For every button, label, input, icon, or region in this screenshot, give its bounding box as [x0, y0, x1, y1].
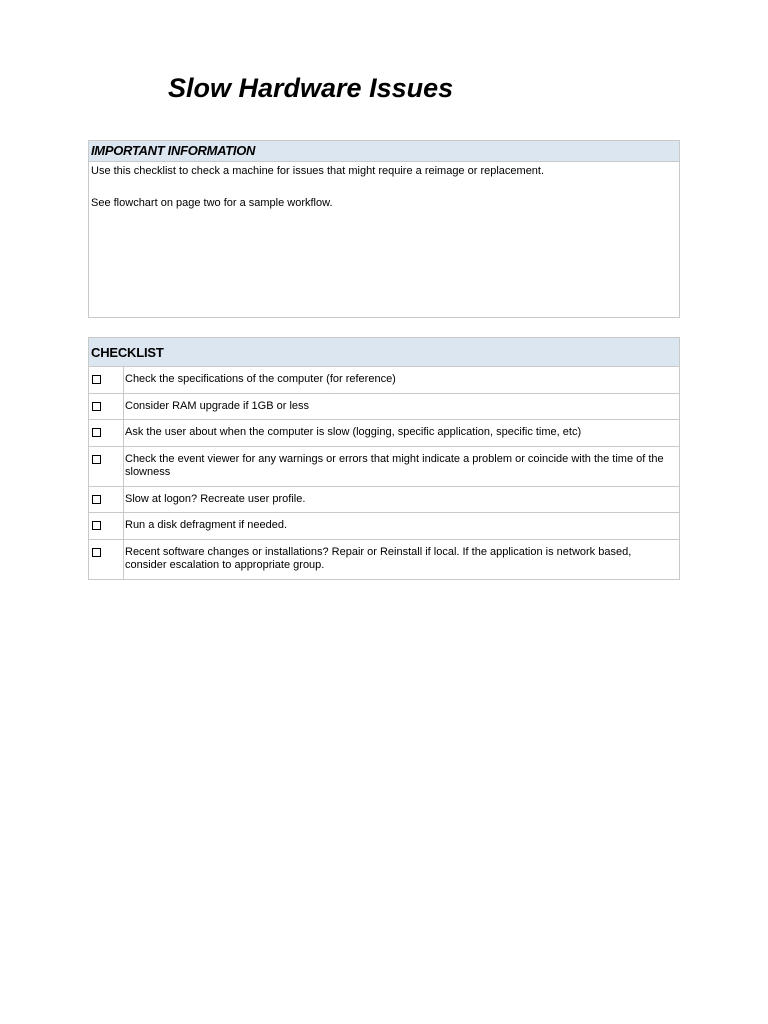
checklist-heading: CHECKLIST: [89, 338, 680, 367]
checklist-row: [89, 420, 680, 447]
checkbox[interactable]: [92, 495, 101, 504]
checklist-item-text: Run a disk defragment if needed.: [124, 513, 680, 540]
checkbox[interactable]: [92, 375, 101, 384]
checkbox-cell: [89, 420, 124, 447]
checklist-row: [89, 367, 680, 394]
info-line-flowchart: See flowchart on page two for a sample workflow.: [91, 197, 333, 209]
checkbox[interactable]: [92, 548, 101, 557]
checklist-row: [89, 513, 680, 540]
checkbox-cell: [89, 539, 124, 579]
important-information-body: [89, 162, 679, 210]
checklist-item-text: Check the specifications of the computer (for reference): [124, 367, 680, 394]
checklist-row: [89, 539, 680, 579]
checkbox-cell: [89, 446, 124, 486]
checklist-item-text: Ask the user about when the computer is slow (logging, specific application, specific time, etc): [124, 420, 680, 447]
checkbox-cell: [89, 486, 124, 513]
checkbox-cell: [89, 393, 124, 420]
checklist-table: [88, 337, 680, 580]
important-information-panel: [88, 140, 680, 318]
checkbox[interactable]: [92, 428, 101, 437]
checklist-row: [89, 393, 680, 420]
important-information-heading: IMPORTANT INFORMATION: [89, 141, 679, 162]
checklist-row: [89, 486, 680, 513]
checklist-header-row: [89, 338, 680, 367]
checkbox[interactable]: [92, 402, 101, 411]
checkbox-cell: [89, 513, 124, 540]
checklist-item-text: Slow at logon? Recreate user profile.: [124, 486, 680, 513]
checkbox-cell: [89, 367, 124, 394]
checklist-row: [89, 446, 680, 486]
page-title: Slow Hardware Issues: [168, 73, 454, 103]
checkbox[interactable]: [92, 455, 101, 464]
info-line-usage: Use this checklist to check a machine for issues that might require a reimage or replacement.: [91, 165, 545, 177]
checkbox[interactable]: [92, 521, 101, 530]
checklist-item-text: Recent software changes or installations? Repair or Reinstall if local. If the application is network based, consider escalation to appropriate group.: [124, 539, 680, 579]
checklist-item-text: Consider RAM upgrade if 1GB or less: [124, 393, 680, 420]
checklist-item-text: Check the event viewer for any warnings or errors that might indicate a problem or coincide with the time of the slowness: [124, 446, 680, 486]
